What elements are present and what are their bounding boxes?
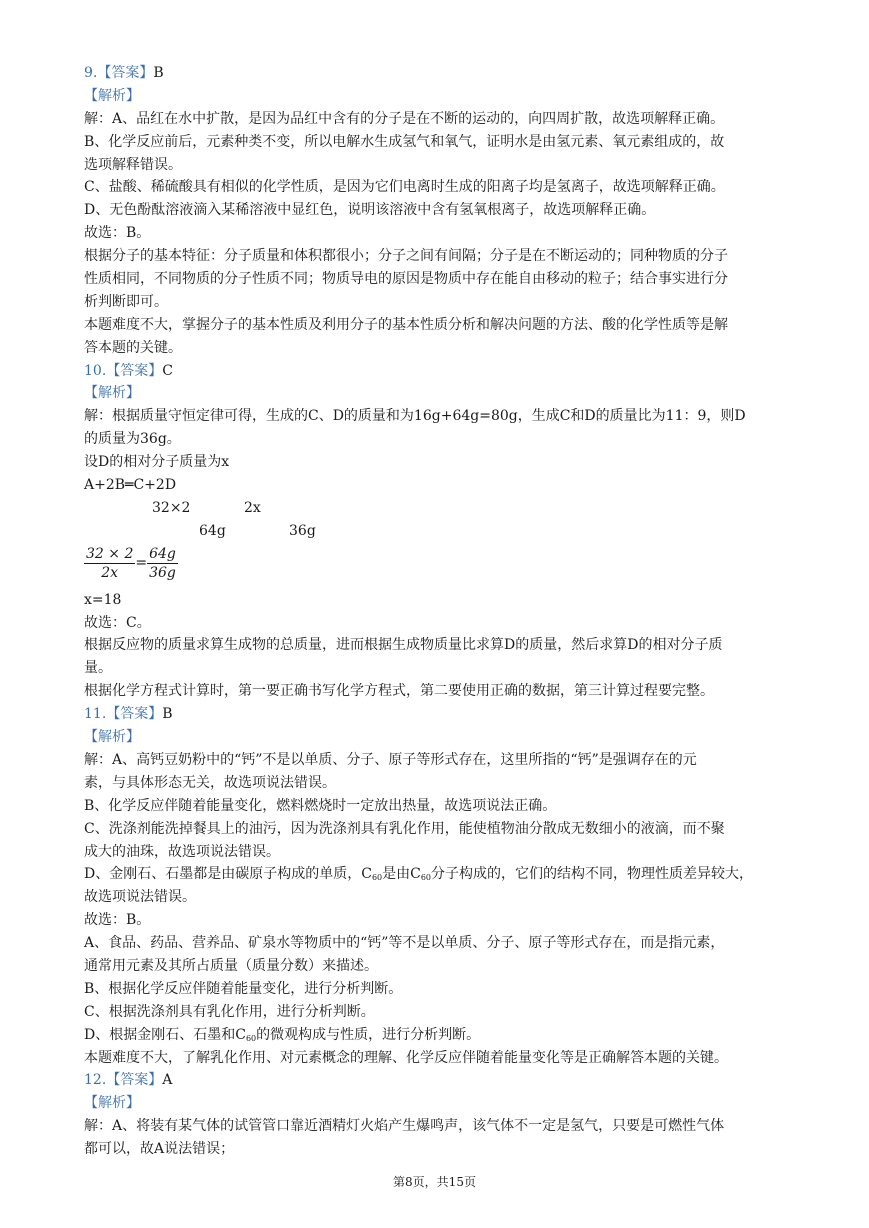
explanation-line: 设D的相对分子质量为x [84,454,230,471]
explanation-line [84,1024,784,1047]
equals-sign: = [135,554,148,571]
explanation-line: B、化学反应伴随着能量变化，燃料燃烧时一定放出热量，故选项说法正确。 [84,797,557,814]
explanation-line: 故选：C。 [84,614,151,631]
explanation-line: C、洗涤剂能洗掉餐具上的油污，因为洗涤剂具有乳化作用，能使植物油分散成无数细小的液滴，而不聚 [84,820,725,837]
analysis-label: 【解析】 [84,729,140,746]
equation-row-mass [84,520,784,543]
text-segment: 的微观构成与性质，进行分析判断。 [256,1026,481,1043]
explanation-line: 故选：B。 [84,912,151,929]
fraction-left [84,545,135,582]
explanation-line: x=18 [84,591,122,608]
explanation-line: 本题难度不大，了解乳化作用、对元素概念的理解、化学反应伴随着能量变化等是正确解答本题的关键。 [84,1049,728,1066]
text-segment: D、根据金刚石、石墨和C [84,1026,246,1043]
explanation-line: 故选：B。 [84,225,151,242]
explanation-line: D、无色酚酞溶液滴入某稀溶液中显红色，说明该溶液中含有氢氧根离子，故选项解释正确。 [84,202,656,219]
text-segment: 分子构成的，它们的结构不同，物理性质差异较大， [431,866,754,883]
answer-label: 【答案】 [106,1072,163,1089]
subscript: 60 [371,873,383,883]
explanation-line: 性质相同，不同物质的分子性质不同；物质导电的原因是物质中存在能自由移动的粒子；结合事实进行分 [84,271,728,288]
page-footer: 第8页，共15页 [393,1175,476,1189]
explanation-line: 解：A、品红在水中扩散，是因为品红中含有的分子是在不断的运动的，向四周扩散，故选项解释正确。 [84,110,725,127]
question-12-header [84,1069,784,1092]
explanation-line: 答本题的关键。 [84,339,182,356]
explanation-line: 根据反应物的质量求算生成物的总质量，进而根据生成物质量比求算D的质量，然后求算D的相对分子质 [84,637,723,654]
question-11-explanation [84,749,784,863]
question-9-explanation [84,108,784,360]
explanation-line: 成大的油珠，故选项说法错误。 [84,843,280,860]
equation-term: 2x [244,499,261,516]
text-segment: D、金刚石、石墨都是由碳原子构成的单质，C [84,866,372,883]
explanation-line: B、化学反应前后，元素种类不变，所以电解水生成氢气和氧气，证明水是由氢元素、氧元素组成的，故 [84,133,725,150]
answer-label: 【答案】 [97,65,154,81]
explanation-line: 故选项说法错误。 [84,889,196,906]
proportion-equation [84,543,784,589]
question-10-explanation [84,405,784,497]
explanation-line: 本题难度不大，掌握分子的基本性质及利用分子的基本性质分析和解决问题的方法、酸的化学性质等是解 [84,316,728,333]
equation-term: 36g [289,522,316,539]
analysis-label: 【解析】 [84,87,140,104]
fraction-denominator: 36g [149,564,176,581]
explanation-line: 都可以，故A说法错误； [84,1141,235,1158]
explanation-line: B、根据化学反应伴随着能量变化，进行分析判断。 [84,980,403,997]
explanation-line: 素，与具体形态无关，故选项说法错误。 [84,774,336,791]
question-9-header [84,62,784,85]
explanation-line: 根据分子的基本特征：分子质量和体积都很小；分子之间有间隔；分子是在不断运动的；同种物质的分子 [84,248,728,265]
subscript: 60 [245,1033,257,1043]
explanation-line: 选项解释错误。 [84,156,182,173]
answer-label: 【答案】 [106,362,163,379]
equation-term: 32×2 [152,499,191,516]
explanation-line: A、食品、药品、营养品、矿泉水等物质中的“钙”等不是以单质、分子、原子等形式存在，而是指元素， [84,935,725,952]
analysis-label: 【解析】 [84,385,140,402]
question-number: 9. [84,65,98,81]
fraction-denominator: 2x [101,564,119,581]
explanation-line: 解：根据质量守恒定律可得，生成的C、D的质量和为16g+64g=80g，生成C和D的质量比为11：9，则D [84,408,746,425]
explanation-line: 通常用元素及其所占质量（质量分数）来描述。 [84,957,378,974]
equation-row-molar [84,497,784,520]
question-number: 11. [84,706,107,723]
explanation-line: 根据化学方程式计算时，第一要正确书写化学方程式，第二要使用正确的数据，第三计算过程要完整。 [84,683,714,700]
answer-label: 【答案】 [106,706,163,723]
explanation-line: C、盐酸、稀硫酸具有相似的化学性质，是因为它们电离时生成的阳离子均是氢离子，故选项解释正确。 [84,179,725,196]
answer-value: A [162,1072,173,1089]
text-segment: 是由C [382,866,421,883]
analysis-label: 【解析】 [84,1095,140,1112]
explanation-line: 量。 [84,660,112,677]
fraction-numerator: 64g [149,545,176,562]
explanation-line: 解：A、高钙豆奶粉中的“钙”不是以单质、分子、原子等形式存在，这里所指的“钙”是强调存在的元 [84,751,697,768]
fraction-right [147,545,178,582]
answer-value: B [153,65,164,81]
question-12-explanation [84,1115,784,1161]
equation-term: 64g [199,522,226,539]
answer-value: C [162,362,173,379]
question-11-header [84,703,784,726]
question-11-summary [84,1047,784,1070]
explanation-line: 的质量为36g。 [84,431,181,448]
answer-value: B [162,706,173,723]
question-10-header [84,360,784,383]
explanation-line: 析判断即可。 [84,293,168,310]
explanation-line: 解：A、将装有某气体的试管管口靠近酒精灯火焰产生爆鸣声，该气体不一定是氢气，只要是可燃性气体 [84,1118,725,1135]
explanation-line [84,863,784,886]
question-number: 12. [84,1072,107,1089]
question-number: 10. [84,362,107,379]
question-10-explanation-continued [84,589,784,703]
explanation-line: A+2B═C+2D [84,477,177,494]
explanation-line: C、根据洗涤剂具有乳化作用，进行分析判断。 [84,1003,375,1020]
question-11-explanation-continued [84,886,784,1023]
answer-content [84,62,784,1161]
subscript: 60 [420,873,432,883]
fraction-numerator: 32 × 2 [86,545,134,562]
